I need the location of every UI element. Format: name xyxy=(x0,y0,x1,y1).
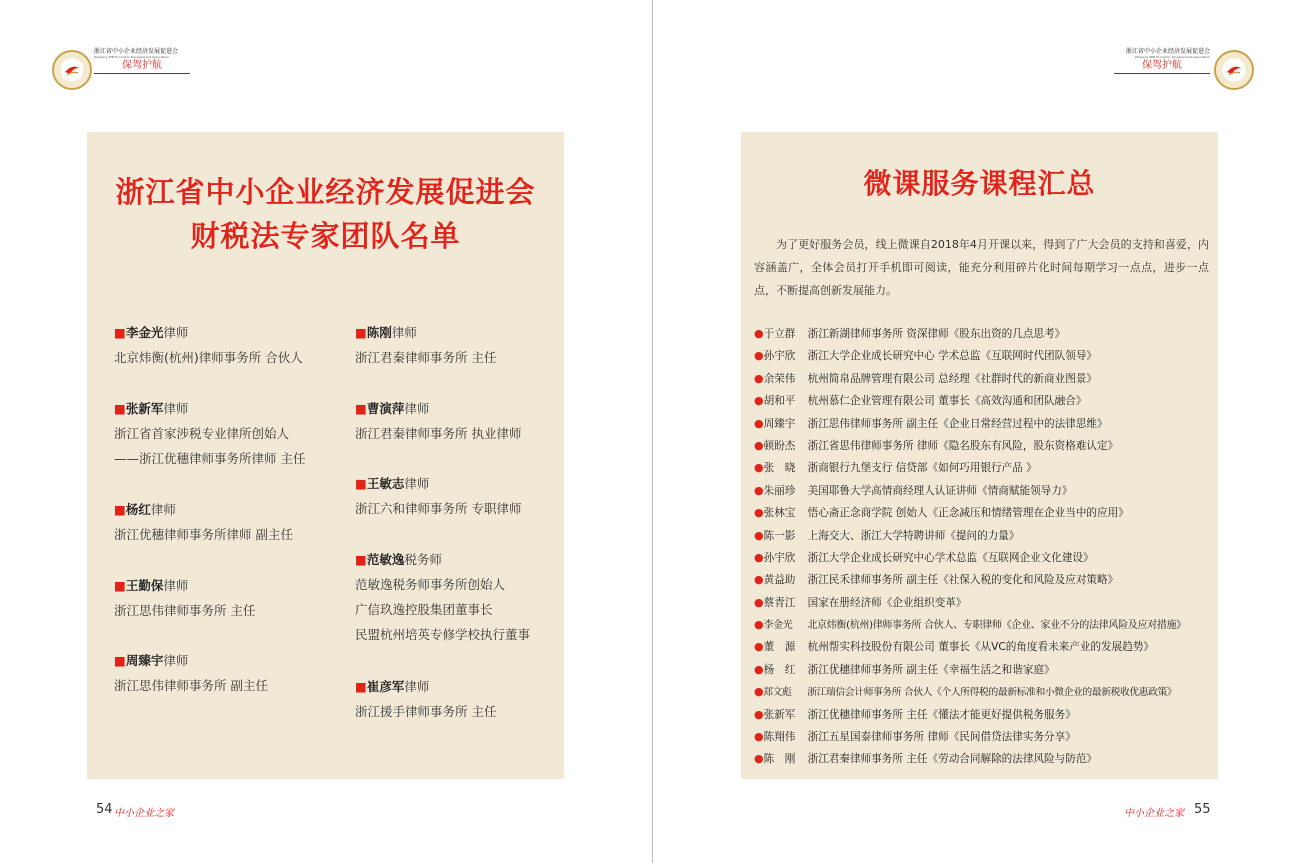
expert-role: 律师 xyxy=(163,578,189,593)
expert-role: 律师 xyxy=(150,502,176,517)
list-item: ●张 晓 浙商银行九堡支行 信贷部《如何巧用银行产品 》 xyxy=(754,457,1214,479)
course-speaker: 胡和平 xyxy=(763,395,796,408)
org-name-cn: 浙江省中小企业经济发展促进会 xyxy=(94,48,179,55)
org-name-en: Zhejiang SME Economic Development Association xyxy=(1134,55,1210,59)
list-item: ●陈一影 上海交大、浙江大学特聘讲师《提问的力量》 xyxy=(754,525,1214,547)
intro-text: 为了更好服务会员，线上微课自2018年4月开课以来，得到了广大会员的支持和喜爱，内容涵盖广，全体会员打开手机即可阅读，能充分利用碎片化时间每期学习一点点，进步一点点，不断提高创新发展能力。 xyxy=(754,238,1209,297)
course-speaker: 张 晓 xyxy=(763,462,796,475)
section-label: 保驾护航 xyxy=(94,59,190,74)
expert-role: 律师 xyxy=(404,476,430,491)
expert-name: 王敏志 xyxy=(366,476,405,491)
course-speaker: 杨 红 xyxy=(763,663,796,676)
expert-entry: ■陈刚律师 浙江君秦律师事务所 主任 xyxy=(355,320,496,370)
course-detail: 杭州简帛品牌管理有限公司 总经理《社群时代的新商业图景》 xyxy=(807,372,1098,385)
expert-entry: ■王敏志律师 浙江六和律师事务所 专职律师 xyxy=(355,471,521,521)
course-detail: 浙江新湖律师事务所 资深律师《股东出资的几点思考》 xyxy=(807,328,1066,340)
expert-detail: ——浙江优穗律师事务所律师 主任 xyxy=(114,451,306,466)
course-speaker: 周臻宇 xyxy=(763,417,796,430)
course-detail: 浙江思伟律师事务所 副主任《企业日常经营过程中的法律思维》 xyxy=(807,417,1108,430)
expert-detail: 浙江优穗律师事务所律师 副主任 xyxy=(114,527,293,542)
course-speaker: 陈 刚 xyxy=(763,753,796,766)
course-detail: 北京炜衡(杭州)律师事务所 合伙人、专职律师《企业、家业不分的法律风险及应对措施》 xyxy=(807,620,1186,632)
list-item: ●杨 红 浙江优穗律师事务所 副主任《幸福生活之和谐家庭》 xyxy=(754,659,1214,681)
expert-name: 崔彦军 xyxy=(366,679,405,694)
association-logo-icon xyxy=(52,50,92,90)
expert-detail: 浙江省首家涉税专业律所创始人 xyxy=(114,426,290,441)
course-detail: 悟心斋正念商学院 创始人《正念减压和情绪管理在企业当中的应用》 xyxy=(807,507,1129,520)
expert-detail: 民盟杭州培英专修学校执行董事 xyxy=(355,627,531,642)
course-detail: 浙商银行九堡支行 信贷部《如何巧用银行产品 》 xyxy=(807,462,1037,475)
title-line-1: 浙江省中小企业经济发展促进会 xyxy=(115,175,536,209)
course-speaker: 陈一影 xyxy=(763,529,796,542)
list-item: ●李金光 北京炜衡(杭州)律师事务所 合伙人、专职律师《企业、家业不分的法律风险及应对措施》 xyxy=(754,614,1214,636)
expert-entry: ■李金光律师 北京炜衡(杭州)律师事务所 合伙人 xyxy=(114,320,303,370)
course-detail: 浙江民禾律师事务所 副主任《社保入税的变化和风险及应对策略》 xyxy=(807,574,1119,587)
course-intro xyxy=(754,233,1209,302)
right-header xyxy=(1114,48,1210,74)
course-speaker: 孙宇欣 xyxy=(763,350,796,363)
expert-name: 陈刚 xyxy=(366,325,392,340)
expert-entry: ■周臻宇律师 浙江思伟律师事务所 副主任 xyxy=(114,648,268,698)
expert-entry: ■张新军律师 浙江省首家涉税专业律所创始人 ——浙江优穗律师事务所律师 主任 xyxy=(114,396,305,471)
list-item: ●于立群 浙江新湖律师事务所 资深律师《股东出资的几点思考》 xyxy=(754,323,1214,345)
course-detail: 杭州慕仁企业管理有限公司 董事长《高效沟通和团队融合》 xyxy=(807,395,1087,408)
list-item: ●张林宝 悟心斋正念商学院 创始人《正念减压和情绪管理在企业当中的应用》 xyxy=(754,502,1214,524)
course-speaker: 张林宝 xyxy=(763,507,796,520)
course-detail: 浙江瑞信会计师事务所 合伙人《个人所得税的最新标准和小微企业的最新税收优惠政策》 xyxy=(807,687,1177,699)
course-detail: 国家在册经济师《企业组织变革》 xyxy=(807,596,967,609)
expert-detail: 浙江援手律师事务所 主任 xyxy=(355,704,497,719)
expert-role: 律师 xyxy=(404,401,430,416)
course-list xyxy=(754,323,1214,771)
list-item: ●孙宇欣 浙江大学企业成长研究中心学术总监《互联网企业文化建设》 xyxy=(754,547,1214,569)
list-item: ●郑文彪 浙江瑞信会计师事务所 合伙人《个人所得税的最新标准和小微企业的最新税收优惠政策》 xyxy=(754,681,1214,703)
association-logo-icon xyxy=(1214,50,1254,90)
expert-role: 律师 xyxy=(391,325,417,340)
expert-role: 律师 xyxy=(163,401,189,416)
expert-name: 范敏逸 xyxy=(366,552,405,567)
expert-name: 张新军 xyxy=(125,401,164,416)
list-item: ●朱丽珍 美国耶鲁大学高情商经理人认证讲师《情商赋能领导力》 xyxy=(754,480,1214,502)
course-detail: 浙江大学企业成长研究中心学术总监《互联网企业文化建设》 xyxy=(807,551,1094,564)
expert-entry: ■杨红律师 浙江优穗律师事务所律师 副主任 xyxy=(114,497,293,547)
course-detail: 杭州帮实科技股份有限公司 董事长《从VC的角度看未来产业的发展趋势》 xyxy=(807,641,1155,654)
course-speaker: 朱丽珍 xyxy=(763,484,796,497)
course-speaker: 顿盼杰 xyxy=(763,439,796,452)
expert-detail: 浙江君秦律师事务所 主任 xyxy=(355,350,497,365)
title-line-2: 财税法专家团队名单 xyxy=(190,219,461,253)
page-number-right: 55 xyxy=(1194,802,1211,817)
course-detail: 美国耶鲁大学高情商经理人认证讲师《情商赋能领导力》 xyxy=(807,484,1073,497)
course-summary-title: 微课服务课程汇总 xyxy=(863,167,1096,200)
expert-role: 律师 xyxy=(163,325,189,340)
expert-name: 曹演萍 xyxy=(366,401,405,416)
list-item: ●余荣伟 杭州简帛品牌管理有限公司 总经理《社群时代的新商业图景》 xyxy=(754,368,1214,390)
expert-entry: ■范敏逸税务师 范敏逸税务师事务所创始人 广信玖逸控股集团董事长 民盟杭州培英专修学校执行董事 xyxy=(355,547,530,647)
page-number-left: 54 xyxy=(96,802,113,817)
list-item: ●蔡青江 国家在册经济师《企业组织变革》 xyxy=(754,592,1214,614)
expert-list-title xyxy=(87,170,564,258)
expert-detail: 浙江思伟律师事务所 主任 xyxy=(114,603,256,618)
expert-name: 李金光 xyxy=(125,325,164,340)
course-speaker: 于立群 xyxy=(763,328,796,340)
expert-detail: 浙江六和律师事务所 专职律师 xyxy=(355,501,522,516)
course-detail: 浙江省思伟律师事务所 律师《隐名股东有风险，股东资格难认定》 xyxy=(807,439,1119,452)
course-speaker: 郑文彪 xyxy=(763,687,792,699)
expert-name: 杨红 xyxy=(125,502,151,517)
list-item: ●胡和平 杭州慕仁企业管理有限公司 董事长《高效沟通和团队融合》 xyxy=(754,390,1214,412)
expert-role: 律师 xyxy=(163,653,189,668)
course-speaker: 余荣伟 xyxy=(763,372,796,385)
course-detail: 上海交大、浙江大学特聘讲师《提问的力量》 xyxy=(807,529,1020,542)
list-item: ●董 源 杭州帮实科技股份有限公司 董事长《从VC的角度看未来产业的发展趋势》 xyxy=(754,636,1214,658)
list-item: ●陈翔伟 浙江五星国泰律师事务所 律师《民间借贷法律实务分享》 xyxy=(754,726,1214,748)
expert-role: 税务师 xyxy=(404,552,442,567)
expert-detail: 浙江君秦律师事务所 执业律师 xyxy=(355,426,522,441)
section-label: 保驾护航 xyxy=(1114,59,1210,74)
org-name-en: Zhejiang SME Economic Development Association xyxy=(94,55,170,59)
expert-entry: ■王勤保律师 浙江思伟律师事务所 主任 xyxy=(114,573,255,623)
course-detail: 浙江优穗律师事务所 副主任《幸福生活之和谐家庭》 xyxy=(807,663,1055,676)
course-speaker: 李金光 xyxy=(763,620,793,632)
course-speaker: 董 源 xyxy=(763,641,796,654)
left-header xyxy=(94,48,190,74)
magazine-brand-right: 中小企业之家 xyxy=(1124,808,1184,819)
list-item: ●孙宇欣 浙江大学企业成长研究中心 学术总监《互联网时代团队领导》 xyxy=(754,345,1214,367)
expert-entry: ■曹演萍律师 浙江君秦律师事务所 执业律师 xyxy=(355,396,521,446)
expert-detail: 范敏逸税务师事务所创始人 xyxy=(355,577,506,592)
org-name-cn: 浙江省中小企业经济发展促进会 xyxy=(1125,48,1210,55)
expert-detail: 广信玖逸控股集团董事长 xyxy=(355,602,493,617)
course-detail: 浙江君秦律师事务所 主任《劳动合同解除的法律风险与防范》 xyxy=(807,753,1098,766)
course-speaker: 陈翔伟 xyxy=(763,731,796,744)
course-speaker: 张新军 xyxy=(763,708,796,721)
page-gutter xyxy=(652,0,653,863)
expert-name: 王勤保 xyxy=(125,578,164,593)
course-speaker: 黄益助 xyxy=(763,574,796,587)
magazine-brand-left: 中小企业之家 xyxy=(114,808,174,819)
course-detail: 浙江优穗律师事务所 主任《懂法才能更好提供税务服务》 xyxy=(807,708,1076,721)
course-detail: 浙江五星国泰律师事务所 律师《民间借贷法律实务分享》 xyxy=(807,731,1076,744)
list-item: ●张新军 浙江优穗律师事务所 主任《懂法才能更好提供税务服务》 xyxy=(754,704,1214,726)
expert-detail: 北京炜衡(杭州)律师事务所 合伙人 xyxy=(114,350,303,365)
course-speaker: 孙宇欣 xyxy=(763,551,796,564)
expert-entry: ■崔彦军律师 浙江援手律师事务所 主任 xyxy=(355,674,496,724)
list-item: ●陈 刚 浙江君秦律师事务所 主任《劳动合同解除的法律风险与防范》 xyxy=(754,748,1214,770)
expert-role: 律师 xyxy=(404,679,430,694)
expert-name: 周臻宇 xyxy=(125,653,164,668)
course-speaker: 蔡青江 xyxy=(763,596,796,609)
list-item: ●顿盼杰 浙江省思伟律师事务所 律师《隐名股东有风险，股东资格难认定》 xyxy=(754,435,1214,457)
expert-detail: 浙江思伟律师事务所 副主任 xyxy=(114,678,268,693)
list-item: ●黄益助 浙江民禾律师事务所 副主任《社保入税的变化和风险及应对策略》 xyxy=(754,569,1214,591)
list-item: ●周臻宇 浙江思伟律师事务所 副主任《企业日常经营过程中的法律思维》 xyxy=(754,413,1214,435)
course-detail: 浙江大学企业成长研究中心 学术总监《互联网时代团队领导》 xyxy=(807,350,1098,363)
